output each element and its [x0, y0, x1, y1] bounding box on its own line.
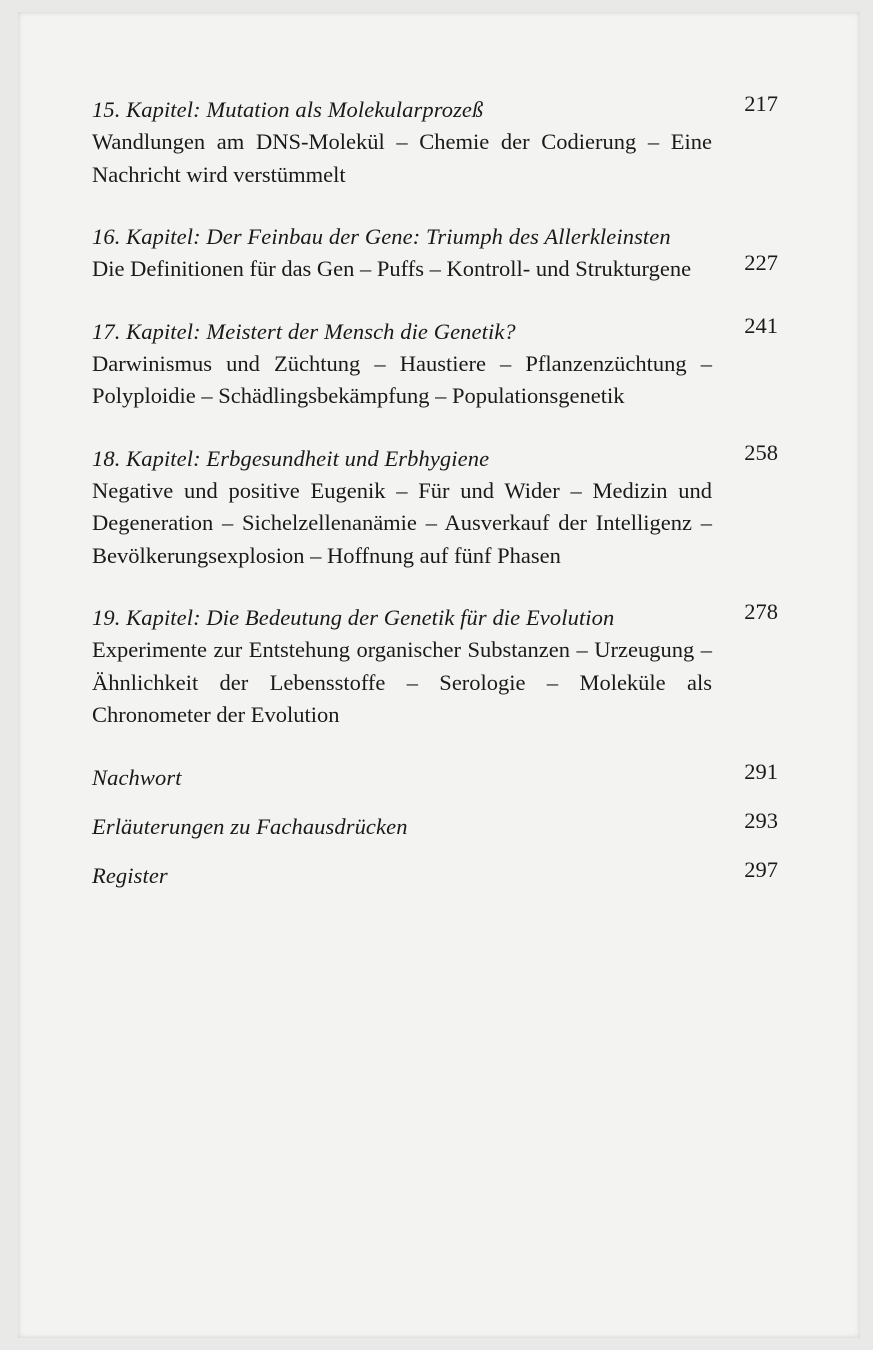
page-number: 217 [744, 91, 778, 116]
toc-entry-glossary [92, 807, 782, 843]
chapter-heading: 17. Kapitel: Meistert der Mensch die Genetik? [92, 318, 516, 344]
toc-entry-chapter-19 [92, 599, 782, 732]
chapter-description: Darwinismus und Züchtung – Haustiere – Pflanzenzüchtung – Polyploidie – Schädlingsbekämpfung – Populationsgenetik [92, 350, 712, 408]
chapter-heading: 15. Kapitel: Mutation als Molekularprozeß [92, 97, 484, 122]
chapter-heading: 16. Kapitel: Der Feinbau der Gene: Triumph des Allerkleinsten [92, 224, 671, 249]
section-heading: Erläuterungen zu Fachausdrücken [92, 813, 408, 839]
chapter-description: Wandlungen am DNS-Molekül – Chemie der Codierung – Eine Nachricht wird verstümmelt [92, 129, 712, 187]
page-number: 241 [744, 312, 778, 338]
chapter-heading: 18. Kapitel: Erbgesundheit und Erbhygiene [92, 445, 490, 471]
toc-entry-chapter-18 [92, 439, 782, 573]
section-heading: Nachwort [92, 764, 182, 790]
chapter-description: Experimente zur Entstehung organischer Substanzen – Urzeugung – Ähnlichkeit der Lebensstoffe – Serologie – Moleküle als Chronometer der Evolution [92, 637, 712, 727]
table-of-contents [92, 91, 782, 909]
toc-entry-chapter-15 [92, 91, 782, 191]
book-page [18, 12, 860, 1338]
toc-entry-chapter-16 [92, 221, 782, 286]
toc-entry-register [92, 856, 782, 892]
chapter-heading: 19. Kapitel: Die Bedeutung der Genetik für die Evolution [92, 605, 615, 630]
chapter-description: Negative und positive Eugenik – Für und Wider – Medizin und Degeneration – Sichelzellenanämie – Ausverkauf der Intelligenz – Bevölkerungsexplosion – Hoffnung auf fünf Phasen [92, 477, 712, 568]
toc-entry-chapter-17 [92, 312, 782, 413]
chapter-description: Die Definitionen für das Gen – Puffs – Kontroll- und Strukturgene [92, 256, 692, 281]
page-number: 227 [744, 250, 778, 275]
page-number: 291 [744, 758, 778, 784]
page-number: 278 [744, 599, 778, 624]
page-number: 297 [744, 856, 778, 882]
section-heading: Register [92, 862, 168, 888]
page-number: 258 [744, 439, 778, 465]
page-number: 293 [744, 807, 778, 833]
toc-entry-nachwort [92, 758, 782, 794]
